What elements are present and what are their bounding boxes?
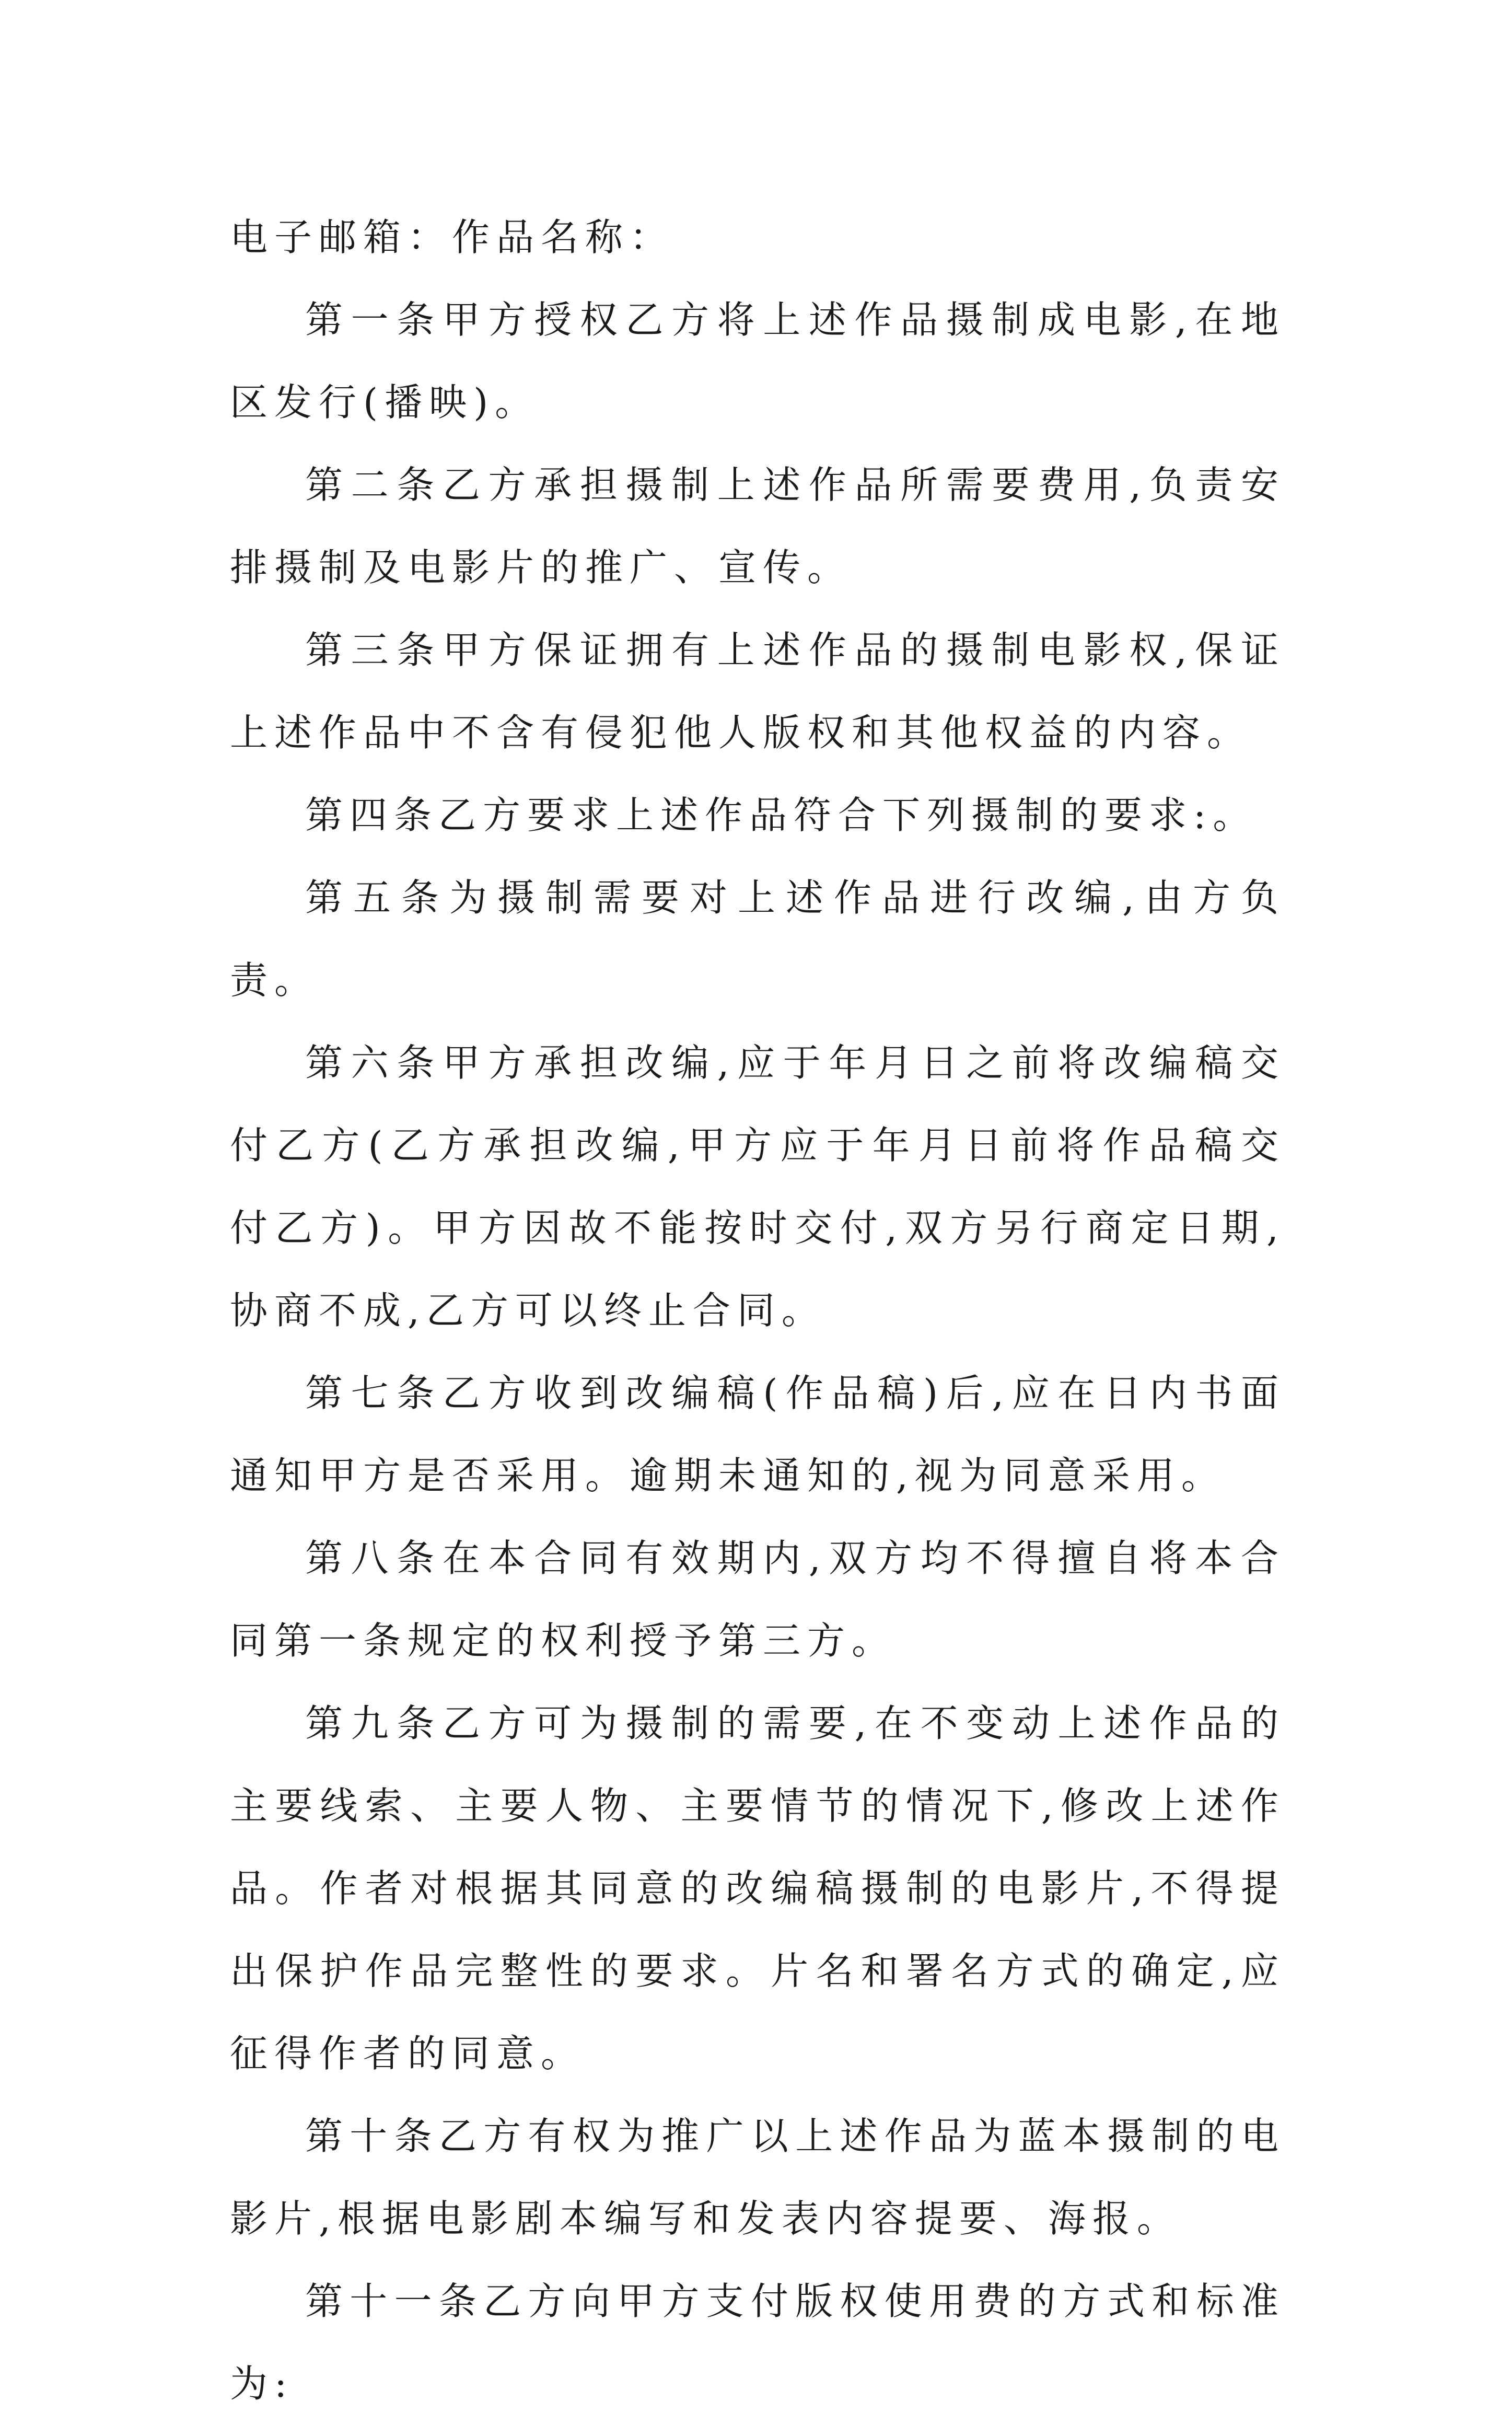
- clause-4: 第四条乙方要求上述作品符合下列摄制的要求:。: [305, 793, 1258, 837]
- clause-9: 第九条乙方可为摄制的需要,在不变动上述作品的主要线索、主要人物、主要情节的情况下,修改上述作品。作者对根据其同意的改编稿摄制的电影片,不得提出保护作品完整性的要求。片名和署名方式的确定,应征得作者的同意。: [230, 1701, 1285, 2075]
- clause-3: 第三条甲方保证拥有上述作品的摄制电影权,保证上述作品中不含有侵犯他人版权和其他权益的内容。: [230, 628, 1285, 755]
- clause-6: 第六条甲方承担改编,应于年月日之前将改编稿交付乙方(乙方承担改编,甲方应于年月日前将作品稿交付乙方)。甲方因故不能按时交付,双方另行商定日期,协商不成,乙方可以终止合同。: [230, 1041, 1285, 1332]
- clause-11: 第十一条乙方向甲方支付版权使用费的方式和标准为:: [230, 2279, 1285, 2406]
- contact-line: 电子邮箱：作品名称：: [230, 215, 674, 259]
- clause-8: 第八条在本合同有效期内,双方均不得擅自将本合同第一条规定的权利授予第三方。: [230, 1536, 1285, 1663]
- clause-2: 第二条乙方承担摄制上述作品所需要费用,负责安排摄制及电影片的推广、宣传。: [230, 463, 1285, 589]
- clause-1: 第一条甲方授权乙方将上述作品摄制成电影,在地区发行(播映)。: [230, 298, 1285, 424]
- document-body: [230, 196, 1285, 2425]
- clause-5: 第五条为摄制需要对上述作品进行改编,由方负责。: [230, 876, 1285, 1002]
- clause-7: 第七条乙方收到改编稿(作品稿)后,应在日内书面通知甲方是否采用。逾期未通知的,视为同意采用。: [230, 1371, 1285, 1498]
- clause-10: 第十条乙方有权为推广以上述作品为蓝本摄制的电影片,根据电影剧本编写和发表内容提要、海报。: [230, 2114, 1285, 2241]
